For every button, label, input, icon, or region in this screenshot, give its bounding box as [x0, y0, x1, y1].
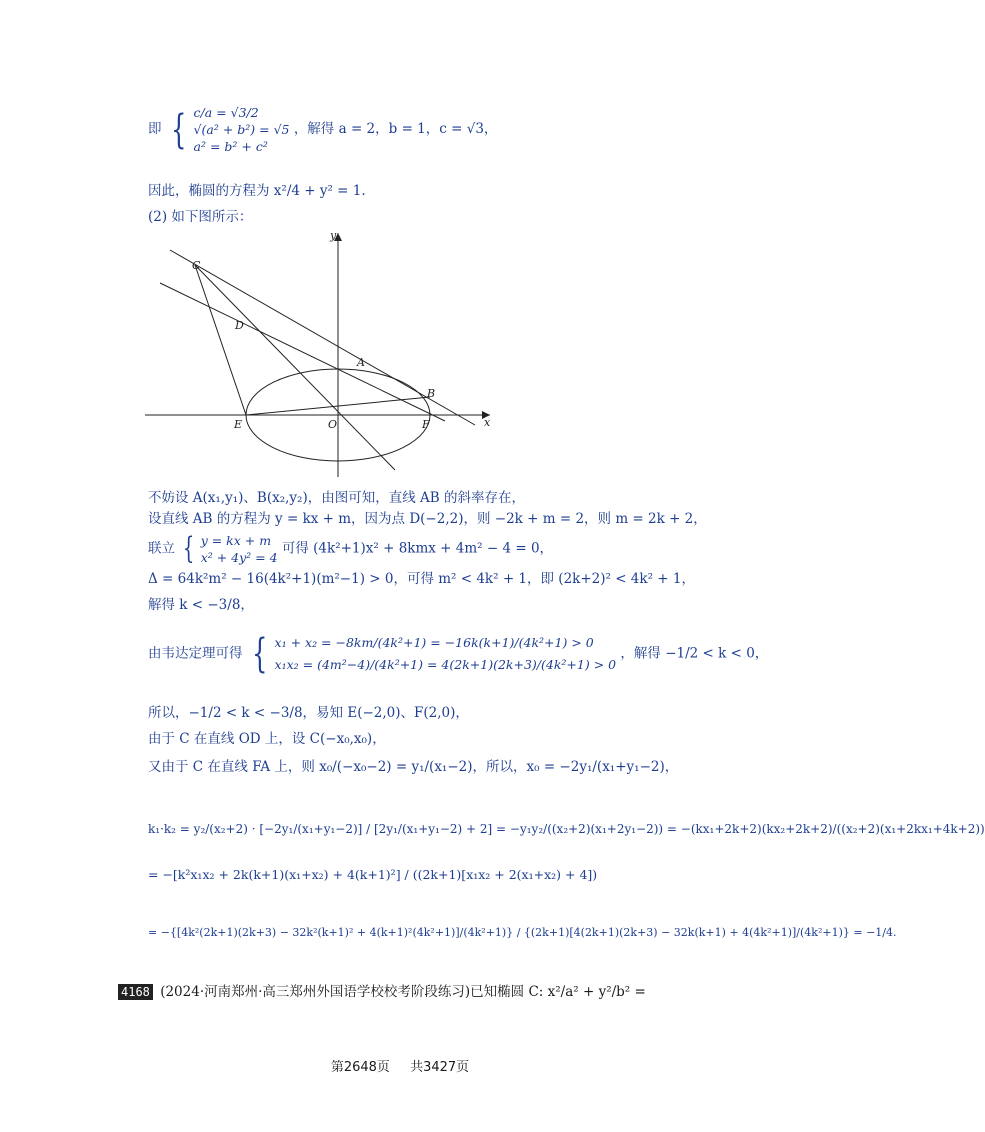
- solution-line-10: k₁·k₂ = y₂/(x₂+2) · [−2y₁/(x₁+y₁−2)] / [2y₁/(x₁+y₁−2) + 2] = −y₁y₂/((x₂+2)(x₁+2y₁−2)) = −(kx₁+2k+2)(kx₂+2k+2)/((x₂+2)(x₁+2kx₁+4k+2)): [148, 822, 985, 836]
- solution-line-9: 又由于 C 在直线 FA 上，则 x₀/(−x₀−2) = y₁/(x₁−2)，所以，x₀ = −2y₁/(x₁+y₁−2)，: [148, 759, 679, 775]
- sys-eq-1: y = kx + m: [200, 533, 272, 548]
- label-e: E: [234, 418, 243, 431]
- lianli-result: 可得 (4k²+1)x² + 8kmx + 4m² − 4 = 0，: [281, 540, 554, 557]
- problem-text: (2024·河南郑州·高三郑州外国语学校校考阶段练习)已知椭圆 C: x²/a² + y²/b² =: [160, 984, 646, 1000]
- label-o: O: [328, 418, 338, 431]
- sys-eq-2: x² + 4y² = 4: [200, 550, 278, 565]
- problem-number-badge: 4168: [118, 984, 153, 1000]
- label-a: A: [357, 356, 365, 369]
- ji-label: 即: [148, 121, 162, 137]
- solution-line-11: = −[k²x₁x₂ + 2k(k+1)(x₁+x₂) + 4(k+1)²] / ((2k+1)[x₁x₂ + 2(x₁+x₂) + 4]): [148, 867, 598, 882]
- lianli-label: 联立: [148, 540, 175, 557]
- line-od: [195, 265, 395, 470]
- equation-system: [275, 632, 617, 676]
- label-b: B: [427, 387, 436, 400]
- solution-line-8: 由于 C 在直线 OD 上，设 C(−x₀,x₀)，: [148, 731, 386, 747]
- sys-eq-3: a² = b² + c²: [193, 139, 268, 154]
- label-y: y: [330, 229, 337, 242]
- left-brace: {: [251, 631, 268, 677]
- solve-text: ，解得 a = 2，b = 1，c = √3，: [293, 121, 498, 137]
- label-f: F: [422, 418, 430, 431]
- solution-line-3: [148, 532, 553, 566]
- part1-system-line: [148, 104, 497, 155]
- solution-line-6: [148, 632, 768, 676]
- sys-eq-1: c/a = √3/2: [193, 105, 259, 120]
- ellipse-figure: [140, 225, 500, 480]
- solution-line-4: Δ = 64k²m² − 16(4k²+1)(m²−1) > 0，可得 m² < 4k² + 1，即 (2k+2)² < 4k² + 1，: [148, 571, 695, 587]
- vieta-label: 由韦达定理可得: [148, 645, 243, 662]
- part2-heading: (2) 如下图所示：: [148, 209, 253, 225]
- solution-line-1: 不妨设 A(x₁,y₁)、B(x₂,y₂)，由图可知，直线 AB 的斜率存在，: [148, 490, 525, 506]
- left-brace: {: [170, 106, 187, 153]
- solution-line-12: = −{[4k²(2k+1)(2k+3) − 32k²(k+1)² + 4(k+1)²(4k²+1)]/(4k²+1)} / {(2k+1)[4(2k+1)(2k+3) − 32k(k+1) + 4(4k²+1)]/(4k²+1)} = −1/4.: [148, 926, 897, 939]
- left-brace: {: [183, 531, 195, 566]
- next-problem: [118, 980, 646, 1000]
- total-pages: 共3427页: [410, 1060, 470, 1075]
- sys-eq-1: x₁ + x₂ = −8km/(4k²+1) = −16k(k+1)/(4k²+1) > 0: [274, 635, 594, 650]
- page-footer: [0, 1056, 800, 1075]
- label-x: x: [484, 416, 491, 429]
- sys-eq-2: √(a² + b²) = √5: [193, 122, 290, 137]
- equation-system: [194, 104, 290, 155]
- solution-line-2: 设直线 AB 的方程为 y = kx + m，因为点 D(−2,2)，则 −2k + m = 2，则 m = 2k + 2，: [148, 511, 707, 527]
- page-number: 第2648页: [330, 1060, 390, 1075]
- line-fa: [160, 283, 445, 421]
- vieta-result: ，解得 −1/2 < k < 0，: [620, 645, 769, 662]
- sys-eq-2: x₁x₂ = (4m²−4)/(4k²+1) = 4(2k+1)(2k+3)/(4k²+1) > 0: [274, 657, 617, 672]
- equation-system: [201, 532, 278, 566]
- solution-line-7: 所以，−1/2 < k < −3/8，易知 E(−2,0)、F(2,0)，: [148, 705, 469, 721]
- label-d: D: [235, 319, 244, 332]
- label-c: C: [192, 259, 201, 272]
- solution-line-5: 解得 k < −3/8，: [148, 597, 254, 613]
- ellipse-conclusion: 因此，椭圆的方程为 x²/4 + y² = 1.: [148, 183, 366, 199]
- line-ce: [195, 265, 246, 415]
